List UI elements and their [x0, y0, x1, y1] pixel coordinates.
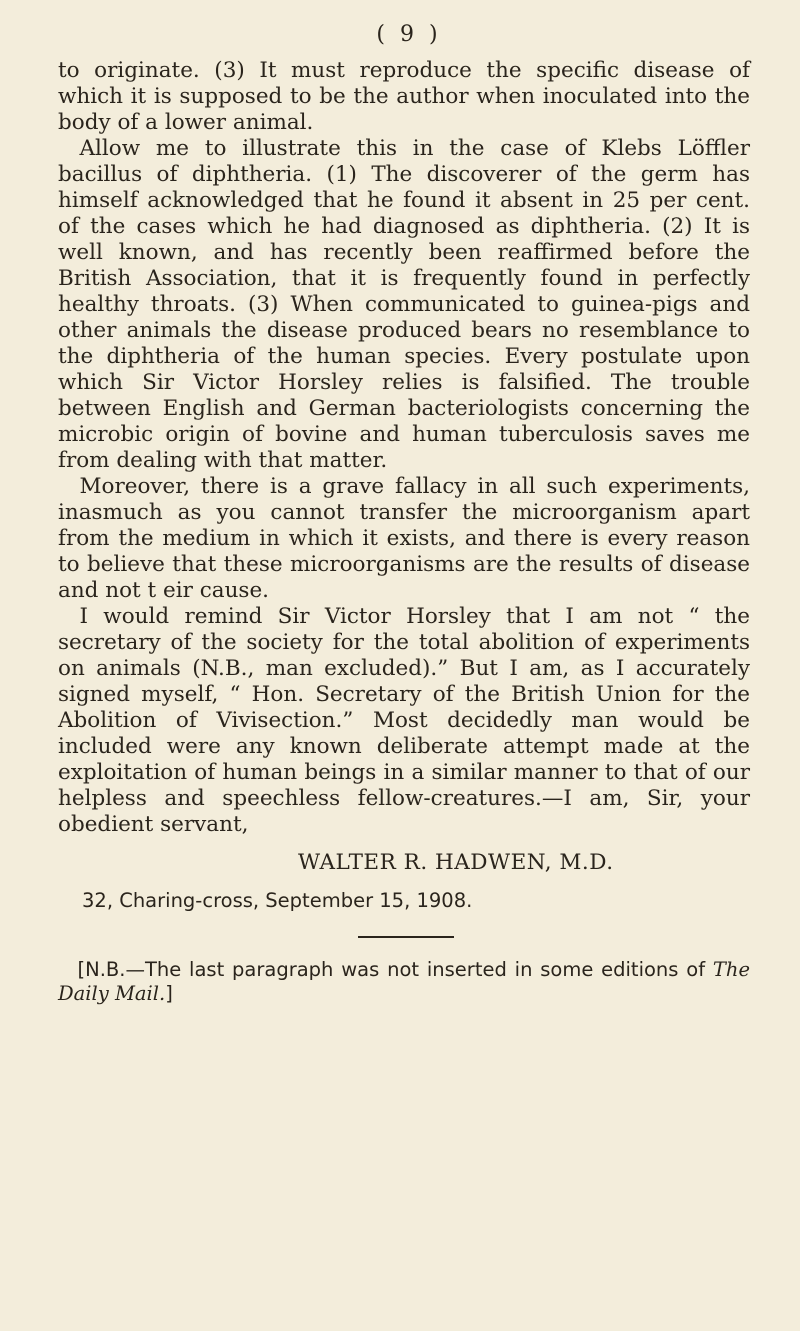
paragraph-horsley: I would remind Sir Victor Horsley that I am not “ the secretary of the society for the total abolition of experiments on animals (N.B., man excluded).” But I am, as I accurately signed myself, “ Hon. Secretary of the British Union for the Abolition of Vivisection.” Most decidedly man would be included were any known deliberate attempt made at the exploitation of human beings in a similar manner to that of our helpless and speechless fellow-creatures.—I am, Sir, your obedient servant, — [58, 604, 750, 837]
signature: WALTER R. HADWEN, M.D. — [298, 850, 614, 875]
note-prefix: [N.B.—The last paragraph was not inserted in some editions of — [77, 958, 713, 981]
editorial-note — [58, 958, 750, 1006]
paragraph-diphtheria: Allow me to illustrate this in the case of Klebs Löffler bacillus of diphtheria. (1) The discoverer of the germ has himself acknowledged that he found it absent in 25 per cent. of the cases which he had diagnosed as diphtheria. (2) It is well known, and has recently been reaffirmed before the British Association, that it is frequently found in perfectly healthy throats. (3) When communicated to guinea-pigs and other animals the disease produced bears no resemblance to the diphtheria of the human species. Every postulate upon which Sir Victor Horsley relies is falsified. The trouble between English and German bacteriologists concerning the microbic origin of bovine and human tuberculosis saves me from dealing with that matter. — [58, 136, 750, 473]
note-publication: The Daily Mail. — [58, 958, 750, 1005]
page-number: ( 9 ) — [376, 22, 442, 47]
note-suffix: ] — [165, 982, 173, 1005]
address-date: 32, Charing-cross, September 15, 1908. — [82, 889, 473, 912]
divider-rule — [358, 936, 454, 938]
letter-body — [58, 58, 750, 838]
paragraph-fallacy: Moreover, there is a grave fallacy in all such experiments, inasmuch as you cannot transfer the microorganism apart from the medium in which it exists, and there is every reason to believe that these microorganisms are the results of disease and not t eir cause. — [58, 474, 750, 603]
paragraph-opening: to originate. (3) It must reproduce the specific disease of which it is supposed to be the author when inoculated into the body of a lower animal. — [58, 58, 750, 135]
